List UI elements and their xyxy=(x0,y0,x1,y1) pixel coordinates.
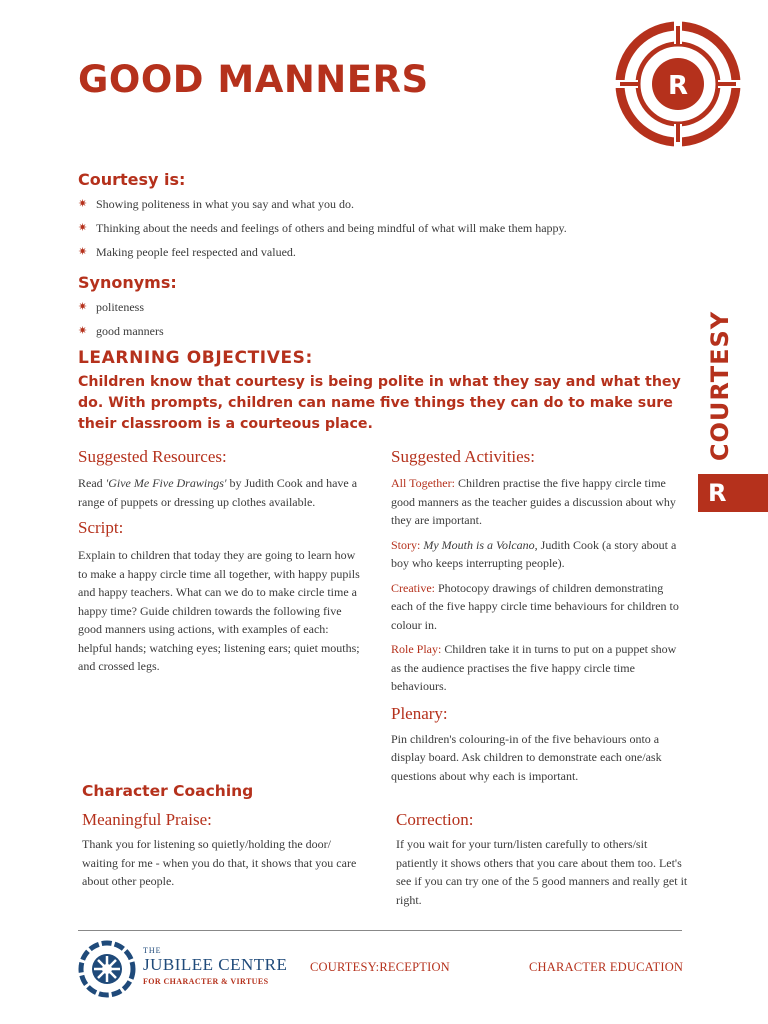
list-item: ✷ Showing politeness in what you say and what you do. xyxy=(78,192,678,216)
jubilee-logo-icon xyxy=(78,940,136,998)
side-tab-word: COURTESY xyxy=(706,310,734,462)
star-bullet-icon: ✷ xyxy=(78,301,88,313)
learning-objectives-text: Children know that courtesy is being polite in what they say and what they do. With prompts, children can name five things they can do to make sure their classroom is a courteous place. xyxy=(78,374,681,432)
activity-item: Role Play: Children take it in turns to put on a puppet show as the audience practises the five happy circle time behaviours. xyxy=(391,642,677,693)
logo-name: JUBILEE CENTRE xyxy=(143,955,288,974)
logo-the: THE xyxy=(143,946,162,955)
resources-text: Read 'Give Me Five Drawings' by Judith Cook and have a range of puppets or dressing up clothes available. xyxy=(78,476,358,509)
list-item: ✷ good manners xyxy=(78,319,678,343)
footer-program: CHARACTER EDUCATION xyxy=(529,960,684,974)
script-heading: Script: xyxy=(78,518,124,537)
activity-item: All Together: Children practise the five happy circle time good manners as the teacher guides a discussion about why they are important. xyxy=(391,476,676,527)
right-column xyxy=(391,447,681,785)
left-column xyxy=(78,447,360,676)
learning-objectives-heading: LEARNING OBJECTIVES: xyxy=(78,348,313,368)
badge-letter: R xyxy=(667,71,689,101)
star-bullet-icon: ✷ xyxy=(78,325,88,337)
correction-section xyxy=(396,810,688,909)
logo-subtitle: FOR CHARACTER & VIRTUES xyxy=(143,977,269,986)
page-title: GOOD MANNERS xyxy=(78,58,429,101)
plenary-heading: Plenary: xyxy=(391,703,448,723)
activities-heading: Suggested Activities: xyxy=(391,447,536,466)
coaching-heading: Character Coaching xyxy=(82,782,254,800)
activity-item: Creative: Photocopy drawings of children demonstrating each of the five happy circle time behaviours for children to colour in. xyxy=(391,580,679,632)
praise-heading: Meaningful Praise: xyxy=(82,810,212,829)
synonyms-heading: Synonyms: xyxy=(78,273,177,292)
praise-section xyxy=(82,810,364,891)
list-item: ✷ politeness xyxy=(78,295,678,319)
footer-course: COURTESY:RECEPTION xyxy=(310,960,450,974)
correction-text: If you wait for your turn/listen carefully to others/sit patiently it shows others that you care about them too. Let's see if you can try one of the 5 good manners and really get it right. xyxy=(396,837,688,907)
side-tab-letter: R xyxy=(698,474,768,512)
synonyms-list xyxy=(78,295,678,343)
script-text: Explain to children that today they are going to learn how to make a happy circle time all together, with happy pupils and happy teachers. What can we do to make circle time a happy time? Guide children towards the following five good manners using actions, with examples of each: helpful hands; watching eyes; listening ears; quiet mouths; and crossed legs. xyxy=(78,548,360,673)
resources-heading: Suggested Resources: xyxy=(78,447,227,466)
plenary-text: Pin children's colouring-in of the five behaviours onto a display board. Ask children to demonstrate each one/ask questions about why each is important. xyxy=(391,731,662,783)
list-item: ✷ Thinking about the needs and feelings of others and being mindful of what will make them happy. xyxy=(78,216,678,240)
list-item: ✷ Making people feel respected and valued. xyxy=(78,240,678,264)
virtue-badge-icon xyxy=(612,18,744,150)
star-bullet-icon: ✷ xyxy=(78,246,88,258)
star-bullet-icon: ✷ xyxy=(78,198,88,210)
courtesy-section xyxy=(78,170,678,264)
correction-heading: Correction: xyxy=(396,810,474,829)
courtesy-list xyxy=(78,192,678,264)
synonyms-section xyxy=(78,273,678,343)
activity-item: Story: My Mouth is a Volcano, Judith Cook (a story about a boy who keeps interrupting people). xyxy=(391,537,677,570)
praise-text: Thank you for listening so quietly/holding the door/ waiting for me - when you do that, it shows that you care about other people. xyxy=(82,837,357,888)
star-bullet-icon: ✷ xyxy=(78,222,88,234)
footer-divider xyxy=(78,930,682,931)
courtesy-heading: Courtesy is: xyxy=(78,170,186,189)
